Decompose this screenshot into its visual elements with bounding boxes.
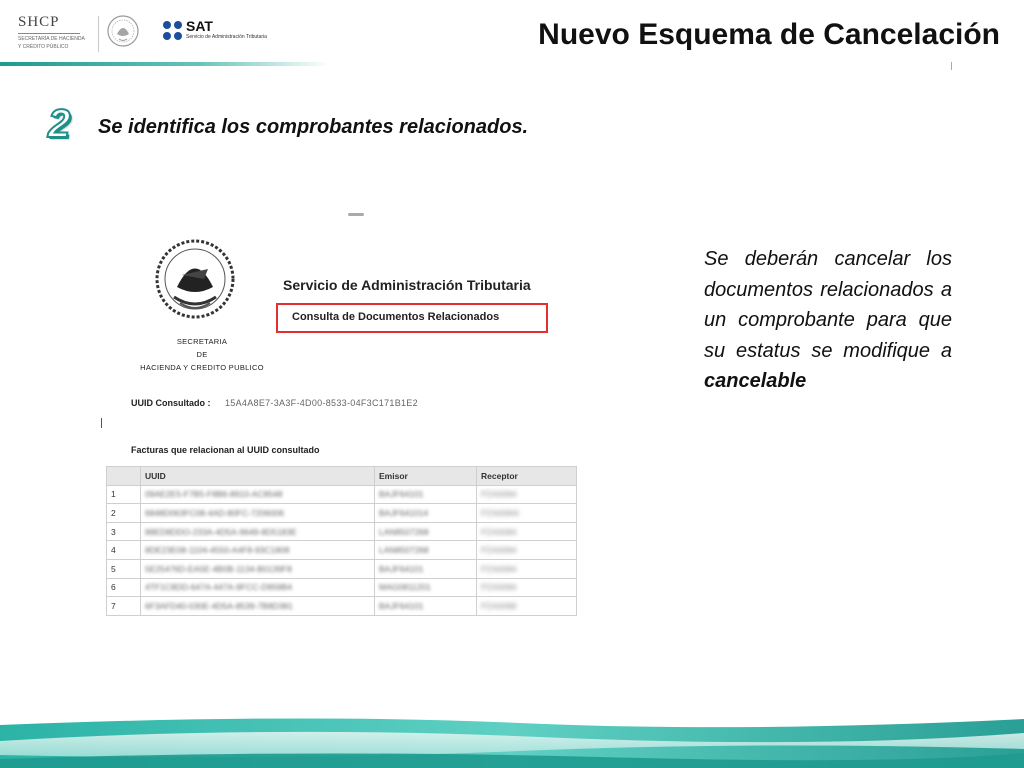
table-row [107,485,577,504]
row-uuid: 09AE2E5-F7B5-F8B6-8910-AC8548 [145,489,283,500]
row-uuid: 8DE23E08-1104-4550-A4F8-93C1808 [145,545,290,556]
row-uuid: 6F3AFD40-030E-4D5A-8539-7B8D381 [145,600,293,611]
explanation-emphasis: cancelable [704,370,807,392]
table-row [107,597,577,616]
table-header-row [107,467,577,486]
row-receptor: PZA0084 [481,563,517,574]
column-header-emisor: Emisor [375,467,477,486]
national-seal-icon [106,14,140,50]
row-emisor: LAN8507268 [379,545,429,556]
row-index: 6 [107,578,141,597]
row-emisor: BAJF641014 [379,507,429,518]
sat-logo-subtitle: Servicio de Administración Tributaria [186,34,267,40]
row-receptor: PZA0084 [481,489,517,500]
related-invoices-table [106,466,577,616]
row-index: 5 [107,559,141,578]
row-index: 7 [107,597,141,616]
row-index: 2 [107,504,141,523]
slide-header [0,0,1024,70]
row-index: 4 [107,541,141,560]
seal-caption-line: SECRETARIA [176,337,228,346]
table-row [107,522,577,541]
table-row [107,541,577,560]
row-uuid: 6848D063FC08-4AD-80FC-7206006 [145,507,284,518]
header-divider [98,16,99,52]
row-receptor: PZA0084 [481,526,517,537]
row-emisor: BAJF64101 [379,563,424,574]
query-title-box [276,303,548,333]
table-row [107,504,577,523]
column-header-receptor: Receptor [477,467,577,486]
document-tick-mark [101,418,102,428]
shcp-logo-subtitle-2: Y CRÉDITO PÚBLICO [18,44,69,50]
row-emisor: BAJF64101 [379,600,424,611]
row-receptor: PZA0084 [481,582,517,593]
document-seal-icon [152,235,238,333]
step-number: 2 [48,102,71,146]
row-uuid: 4TF1C8DD-647A-447A-9FCC-D959B4 [145,582,292,593]
row-emisor: MAG0811201 [379,582,431,593]
uuid-value: 15A4A8E7-3A3F-4D00-8533-04F3C171B1E2 [225,398,418,408]
explanation-body: Se deberán cancelar los documentos relacionados a un comprobante para que su estatus se modifique a [704,248,952,362]
table-row [107,578,577,597]
row-uuid: 88ED8DDO-233A-4D5A-9649-8D5183E [145,526,297,537]
sat-logo-icon [162,20,184,42]
header-accent-line [0,62,330,66]
sat-logo-text: SAT [186,18,213,34]
seal-caption-line: DE [196,350,208,359]
explanation-text [704,244,952,397]
document-top-mark [348,213,364,216]
row-emisor: BAJF64101 [379,489,424,500]
table-title: Facturas que relacionan al UUID consultado [131,445,320,455]
shcp-logo [18,14,92,54]
footer-wave [0,715,1024,768]
page-title: Nuevo Esquema de Cancelación [538,18,1000,51]
sat-logo [162,20,282,44]
seal-caption-line: HACIENDA Y CREDITO PUBLICO [140,363,264,372]
row-uuid: 5E25476D-EA5E-4B0B-1134-B0139F8 [145,563,292,574]
table-row [107,559,577,578]
row-emisor: LAN8507268 [379,526,429,537]
shcp-logo-subtitle-1: SECRETARÍA DE HACIENDA [18,36,85,42]
header-tick-mark [951,62,952,70]
shcp-logo-text: SHCP [18,14,60,30]
row-index: 1 [107,485,141,504]
document-org-name: Servicio de Administración Tributaria [283,277,531,293]
column-header-index [107,467,141,486]
row-receptor: PZA0084I [481,507,519,518]
query-title: Consulta de Documentos Relacionados [292,311,500,323]
related-documents-screenshot [100,205,600,635]
row-index: 3 [107,522,141,541]
uuid-label: UUID Consultado : [131,398,211,408]
step-description: Se identifica los comprobantes relacionados. [98,116,529,138]
row-receptor: PZA0084 [481,545,517,556]
column-header-uuid: UUID [141,467,375,486]
seal-caption [122,335,282,374]
row-receptor: PZA0088 [481,600,517,611]
